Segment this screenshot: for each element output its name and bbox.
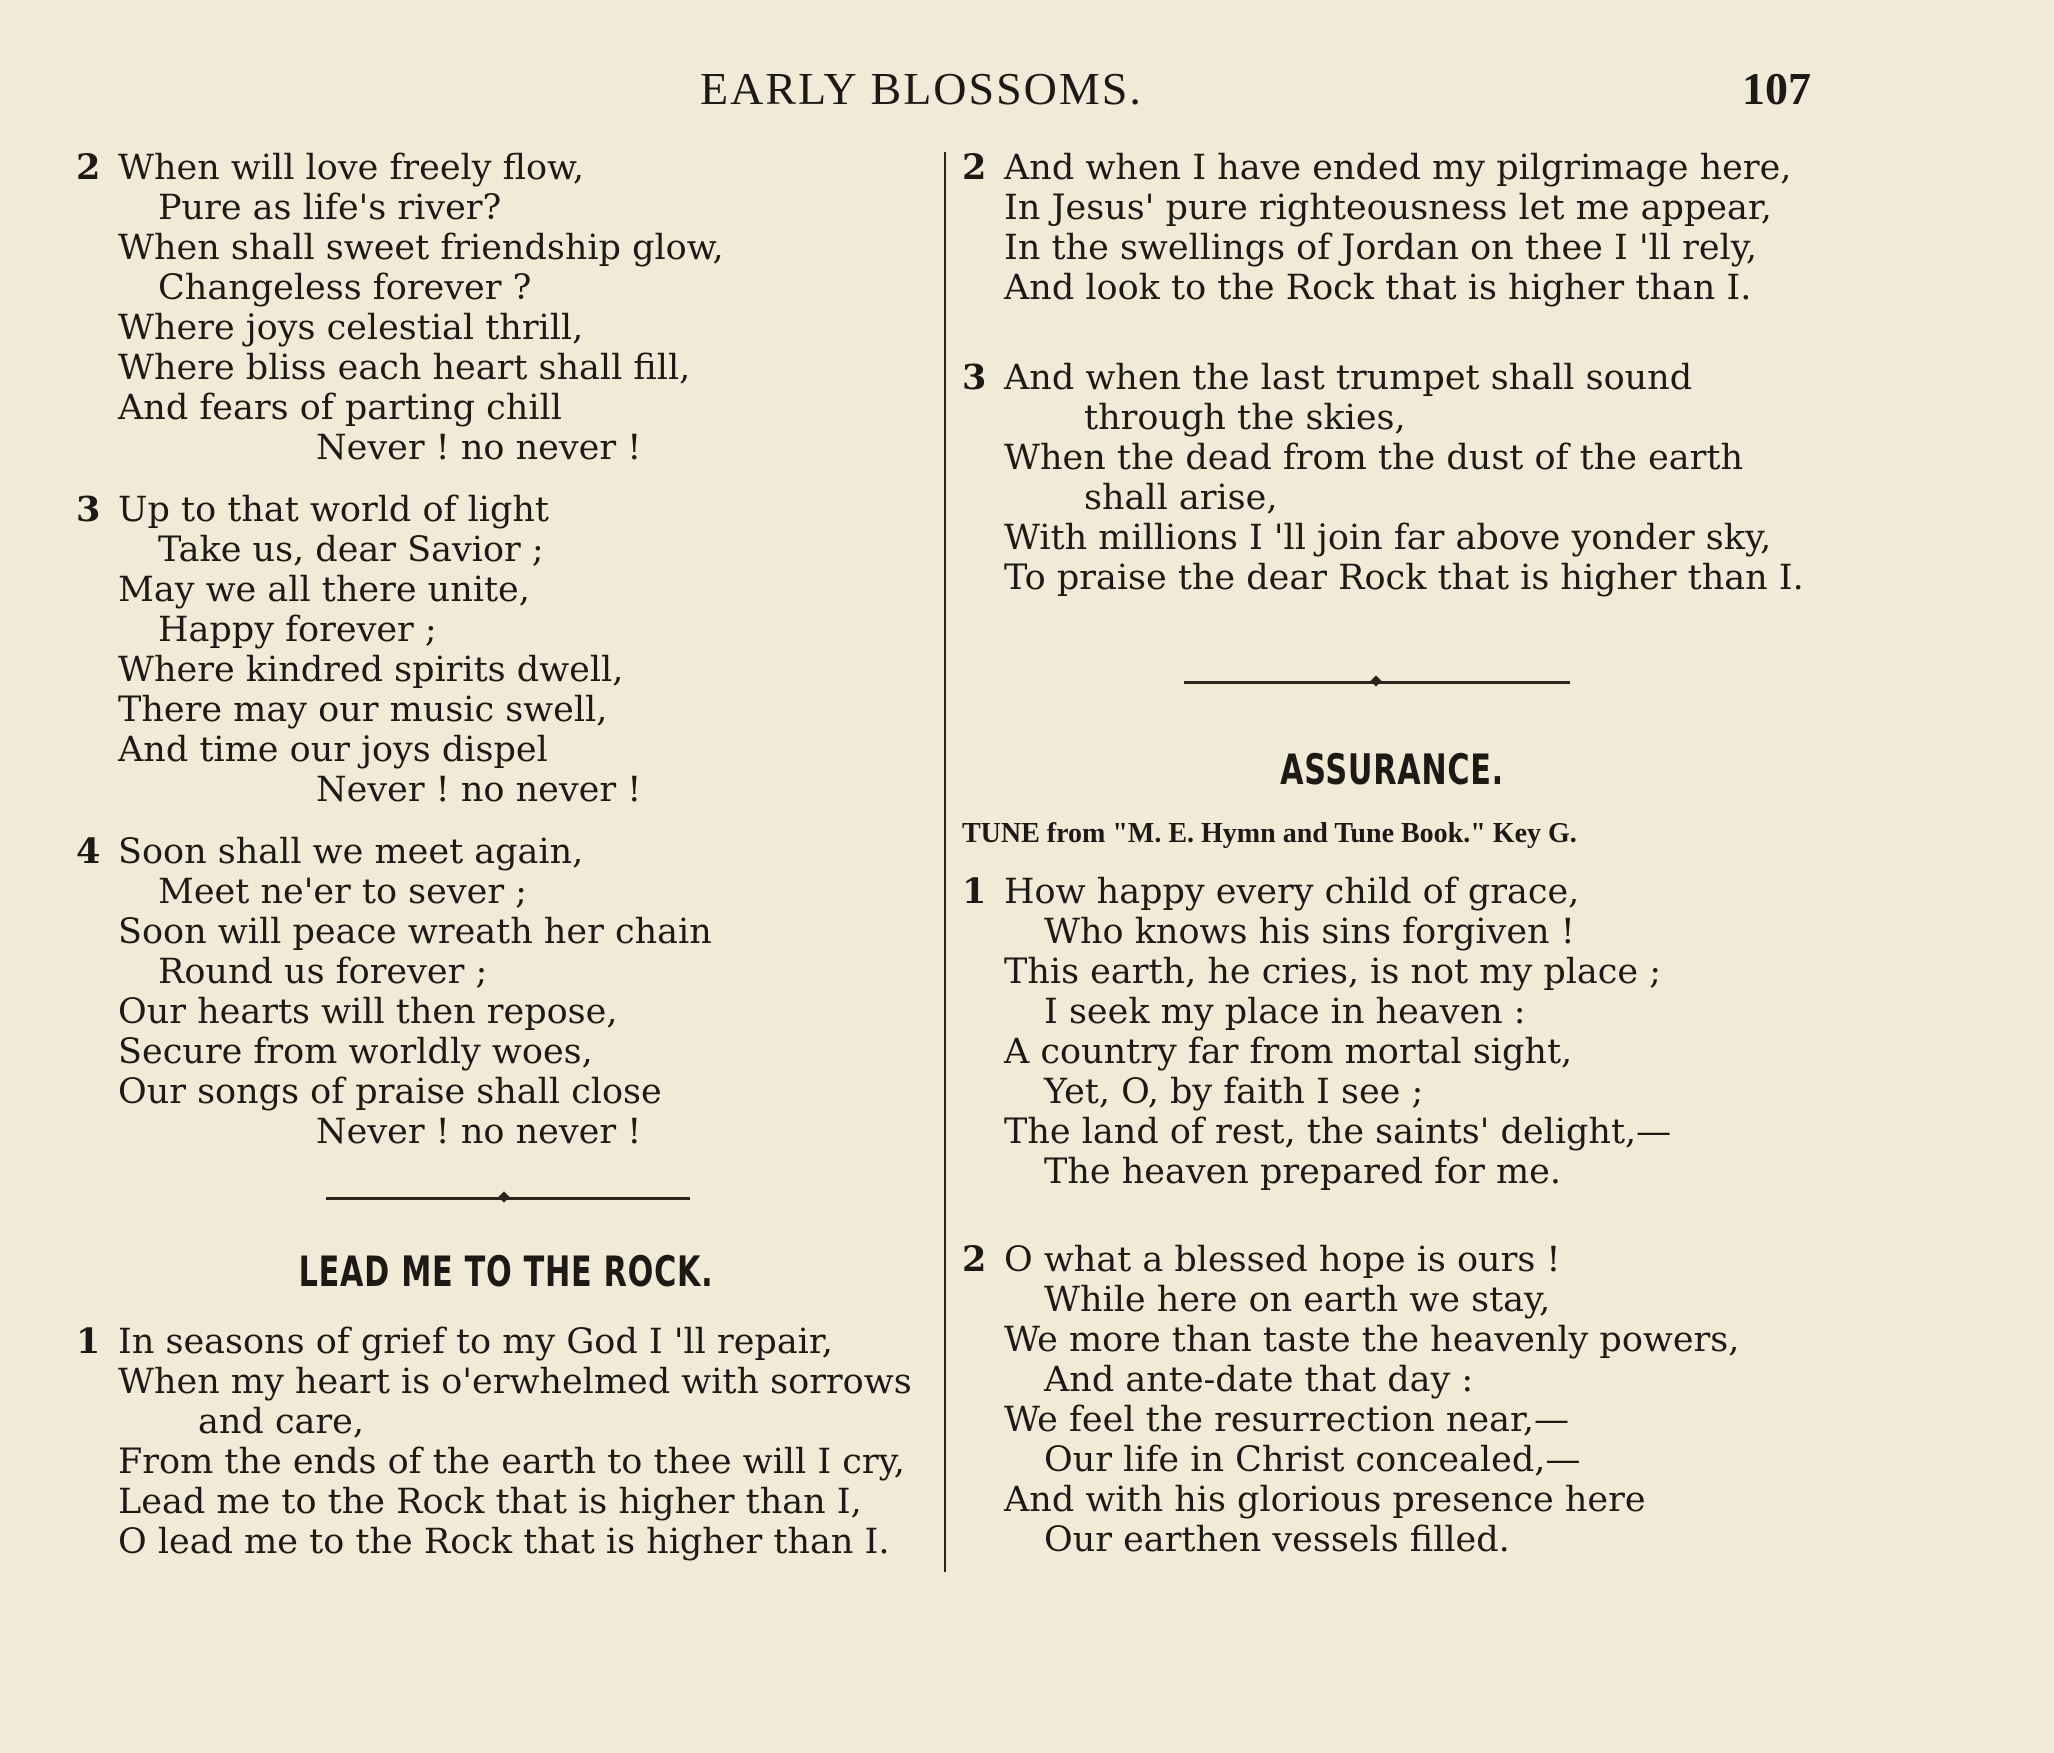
- verse-line: Changeless forever ?: [158, 268, 532, 308]
- stanza-number: 4: [76, 831, 101, 872]
- stanza-number: 1: [76, 1321, 101, 1362]
- verse-line: Take us, dear Savior ;: [158, 530, 544, 570]
- tune-reference: TUNE from "M. E. Hymn and Tune Book." Key G.: [962, 818, 1577, 849]
- stanza-number: 2: [962, 1239, 987, 1280]
- page-header: [0, 62, 2054, 122]
- verse-line: And when I have ended my pilgrimage here,: [1004, 148, 1792, 188]
- verse-line: O lead me to the Rock that is higher than I.: [118, 1522, 890, 1562]
- verse-line: shall arise,: [1084, 478, 1278, 518]
- verse-line: In seasons of grief to my God I 'll repair,: [118, 1322, 833, 1362]
- refrain-line: Never ! no never !: [316, 1112, 642, 1152]
- verse-line: And fears of parting chill: [118, 388, 562, 428]
- verse-line: Happy forever ;: [158, 610, 437, 650]
- verse-line: With millions I 'll join far above yonder sky,: [1004, 518, 1772, 558]
- verse-line: Our earthen vessels filled.: [1044, 1520, 1510, 1560]
- right-column: [962, 148, 1822, 1560]
- verse-line: This earth, he cries, is not my place ;: [1004, 952, 1662, 992]
- assurance-stanza-2: [962, 1240, 1822, 1560]
- verse-line: When my heart is o'erwhelmed with sorrows: [118, 1362, 912, 1402]
- running-title: EARLY BLOSSOMS.: [700, 63, 1143, 114]
- refrain-line: Never ! no never !: [316, 770, 642, 810]
- verse-line: Where joys celestial thrill,: [118, 308, 584, 348]
- verse-line: Where kindred spirits dwell,: [118, 650, 624, 690]
- rock-stanza-1: [76, 1322, 936, 1562]
- verse-line: Yet, O, by faith I see ;: [1044, 1072, 1424, 1112]
- page-number: 107: [1742, 63, 1811, 114]
- verse-line: When will love freely flow,: [118, 148, 584, 188]
- stanza-number: 2: [76, 147, 101, 188]
- verse-line: Pure as life's river?: [158, 188, 502, 228]
- verse-line: Secure from worldly woes,: [118, 1032, 593, 1072]
- verse-line: Soon shall we meet again,: [118, 832, 584, 872]
- verse-line: And look to the Rock that is higher than I.: [1004, 268, 1752, 308]
- verse-line: When the dead from the dust of the earth: [1004, 438, 1743, 478]
- stanza-2: [76, 148, 936, 468]
- verse-line: Our hearts will then repose,: [118, 992, 618, 1032]
- refrain-line: Never ! no never !: [316, 428, 642, 468]
- verse-line: And with his glorious presence here: [1004, 1480, 1646, 1520]
- stanza-number: 2: [962, 147, 987, 188]
- verse-line: In the swellings of Jordan on thee I 'll rely,: [1004, 228, 1757, 268]
- section-divider: [76, 1192, 936, 1204]
- verse-line: In Jesus' pure righteousness let me appear,: [1004, 188, 1772, 228]
- rock-stanza-2: [962, 148, 1822, 308]
- stanza-4: [76, 832, 936, 1152]
- verse-line: Soon will peace wreath her chain: [118, 912, 712, 952]
- verse-line: We feel the resurrection near,—: [1004, 1400, 1569, 1440]
- verse-line: and care,: [198, 1402, 364, 1442]
- section-divider: [962, 676, 1822, 688]
- verse-line: How happy every child of grace,: [1004, 872, 1580, 912]
- stanza-3: [76, 490, 936, 810]
- verse-line: Where bliss each heart shall fill,: [118, 348, 691, 388]
- verse-line: And when the last trumpet shall sound: [1004, 358, 1693, 398]
- verse-line: To praise the dear Rock that is higher than I.: [1004, 558, 1804, 598]
- verse-line: May we all there unite,: [118, 570, 530, 610]
- verse-line: Up to that world of light: [118, 490, 549, 530]
- verse-line: through the skies,: [1084, 398, 1406, 438]
- hymn-title-assurance: ASSURANCE.: [1280, 745, 1504, 794]
- verse-line: Meet ne'er to sever ;: [158, 872, 527, 912]
- verse-line: Who knows his sins forgiven !: [1044, 912, 1575, 952]
- verse-line: Our life in Christ concealed,—: [1044, 1440, 1581, 1480]
- verse-line: A country far from mortal sight,: [1004, 1032, 1573, 1072]
- verse-line: Round us forever ;: [158, 952, 488, 992]
- stanza-number: 3: [962, 357, 987, 398]
- left-column: [76, 148, 936, 1562]
- verse-line: And time our joys dispel: [118, 730, 548, 770]
- verse-line: I seek my place in heaven :: [1044, 992, 1526, 1032]
- verse-line: While here on earth we stay,: [1044, 1280, 1551, 1320]
- stanza-number: 1: [962, 871, 987, 912]
- verse-line: And ante-date that day :: [1044, 1360, 1474, 1400]
- verse-line: Our songs of praise shall close: [118, 1072, 662, 1112]
- stanza-number: 3: [76, 489, 101, 530]
- verse-line: When shall sweet friendship glow,: [118, 228, 724, 268]
- verse-line: The heaven prepared for me.: [1044, 1152, 1562, 1192]
- hymn-title-lead-me-to-the-rock: LEAD ME TO THE ROCK.: [298, 1247, 714, 1296]
- verse-line: O what a blessed hope is ours !: [1004, 1240, 1561, 1280]
- rock-stanza-3: [962, 358, 1822, 598]
- verse-line: Lead me to the Rock that is higher than I,: [118, 1482, 862, 1522]
- assurance-stanza-1: [962, 872, 1822, 1192]
- verse-line: We more than taste the heavenly powers,: [1004, 1320, 1740, 1360]
- verse-line: From the ends of the earth to thee will I cry,: [118, 1442, 905, 1482]
- verse-line: The land of rest, the saints' delight,—: [1004, 1112, 1672, 1152]
- verse-line: There may our music swell,: [118, 690, 608, 730]
- column-divider-rule: [944, 152, 946, 1572]
